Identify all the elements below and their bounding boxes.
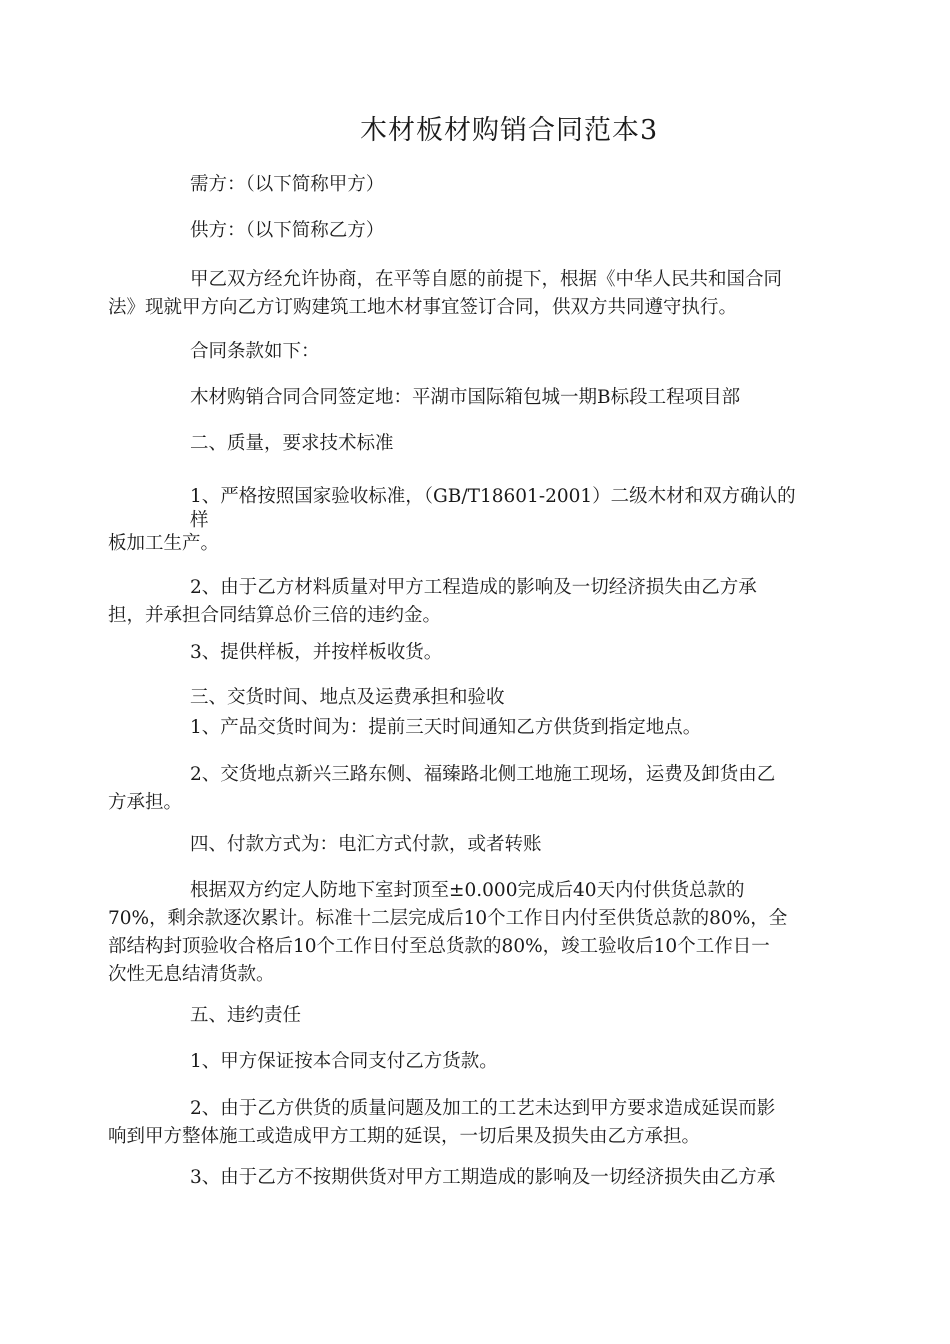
s5-item-2-paragraph	[108, 1095, 836, 1151]
section-heading-2: 二、质量，要求技术标准	[190, 433, 394, 454]
paragraph-line: 根据双方约定人防地下室封顶至±0.000完成后40天内付供货总款的	[190, 880, 745, 901]
paragraph-line: 方承担。	[108, 792, 183, 813]
s2-item-2-paragraph	[108, 574, 836, 630]
s3-item-2-paragraph	[108, 761, 836, 817]
s2-item-1-line: 样	[190, 510, 209, 531]
paragraph-line: 2、交货地点新兴三路东侧、福臻路北侧工地施工现场，运费及卸货由乙	[190, 764, 776, 785]
paragraph-line: 70%，剩余款逐次累计。标准十二层完成后10个工作日内付至供货总款的80%，全	[108, 908, 788, 929]
s2-item-1-line: 板加工生产。	[108, 533, 220, 554]
s4-body-paragraph	[108, 877, 836, 989]
terms-heading: 合同条款如下：	[190, 341, 320, 362]
buyer-line: 需方：（以下简称甲方）	[190, 174, 385, 195]
paragraph-line: 2、由于乙方供货的质量问题及加工的工艺未达到甲方要求造成延误而影	[190, 1098, 776, 1119]
seller-line: 供方：（以下简称乙方）	[190, 220, 385, 241]
paragraph-line: 部结构封顶验收合格后10个工作日付至总货款的80%，竣工验收后10个工作日一	[108, 936, 770, 957]
section-heading-5: 五、违约责任	[190, 1005, 302, 1026]
paragraph-line: 法》现就甲方向乙方订购建筑工地木材事宜签订合同，供双方共同遵守执行。	[108, 297, 738, 318]
paragraph-line: 2、由于乙方材料质量对甲方工程造成的影响及一切经济损失由乙方承	[190, 577, 757, 598]
paragraph-line: 次性无息结清货款。	[108, 964, 275, 985]
section-heading-3: 三、交货时间、地点及运费承担和验收	[190, 687, 505, 708]
section-heading-4: 四、付款方式为：电汇方式付款，或者转账	[190, 834, 542, 855]
document-title: 木材板材购销合同范本3	[360, 115, 659, 146]
paragraph-line: 甲乙双方经允许协商，在平等自愿的前提下，根据《中华人民共和国合同	[190, 269, 783, 290]
s2-item-1-line: 1、严格按照国家验收标准，（GB/T18601-2001）二级木材和双方确认的	[190, 486, 796, 507]
signing-place-line: 木材购销合同合同签定地：平湖市国际箱包城一期B标段工程项目部	[190, 387, 741, 408]
s2-item-3-line: 3、提供样板，并按样板收货。	[190, 642, 443, 663]
paragraph-line: 响到甲方整体施工或造成甲方工期的延误，一切后果及损失由乙方承担。	[108, 1126, 701, 1147]
s5-item-3-line: 3、由于乙方不按期供货对甲方工期造成的影响及一切经济损失由乙方承	[190, 1167, 776, 1188]
s3-item-1-line: 1、产品交货时间为：提前三天时间通知乙方供货到指定地点。	[190, 717, 702, 738]
s5-item-1-line: 1、甲方保证按本合同支付乙方货款。	[190, 1051, 498, 1072]
preamble-paragraph	[108, 266, 836, 322]
paragraph-line: 担，并承担合同结算总价三倍的违约金。	[108, 605, 442, 626]
